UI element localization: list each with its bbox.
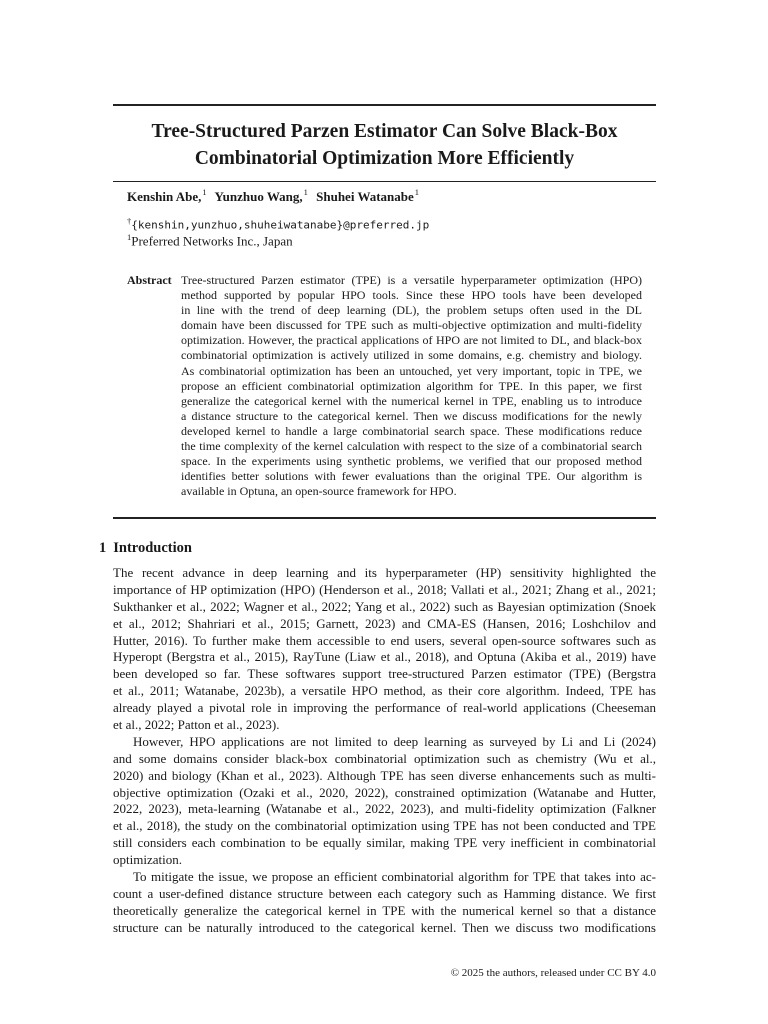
- body-line: objective optimization (Ozaki et al., 2020, 2022), constrained optimization (Watanabe and Hutter,: [113, 784, 656, 800]
- abstract-line: space. In the experiments using synthetic problems, we verified that our proposed method: [181, 454, 642, 469]
- affiliation-mark: 1: [303, 187, 308, 197]
- abstract-text: [181, 273, 642, 499]
- title-line: Tree-Structured Parzen Estimator Can Solve Black-Box: [151, 121, 618, 142]
- abstract-line: generalize the categorical kernel with the numerical kernel in TPE, enabling us to introduce: [181, 393, 642, 408]
- author-name: Kenshin Abe,: [127, 189, 202, 205]
- body-line: The recent advance in deep learning and its hyperparameter (HP) sensitivity highlighted the: [113, 565, 656, 580]
- body-line: already played a pivotal role in improving the performance of real-world applications (Cheeseman: [113, 700, 656, 716]
- abstract-line: available in Optuna, an open-source framework for HPO.: [181, 484, 457, 499]
- abstract-line: the time complexity of the kernel calculation with respect to the size of a combinatorial search: [181, 439, 642, 454]
- body-line: However, HPO applications are not limited to deep learning as surveyed by Li and Li (2024): [133, 733, 656, 749]
- body-line: optimization.: [113, 852, 182, 868]
- title-rule: [113, 181, 656, 182]
- author-name: Yunzhuo Wang,: [214, 189, 303, 205]
- abstract-line: combinatorial optimization is actively utilized in some domains, e.g. chemistry and biology.: [181, 348, 642, 363]
- body-line: structure can be naturally introduced to the categorical kernel. Then we discuss two modifications: [113, 919, 656, 935]
- body-line: importance of HP optimization (HPO) (Henderson et al., 2018; Vallati et al., 2021; Zhang et al., 2021;: [113, 581, 656, 597]
- author: [316, 189, 419, 204]
- body-line: To mitigate the issue, we propose an efficient combinatorial algorithm for TPE that takes into ac-: [133, 869, 656, 885]
- top-rule: [113, 104, 656, 106]
- affiliation-mark: 1: [202, 187, 207, 197]
- body-line: Hutter, 2016). To further make them accessible to end users, several open-source softwares such as: [113, 632, 656, 648]
- abstract-rule: [113, 517, 656, 519]
- author-name: Shuhei Watanabe: [316, 189, 414, 205]
- author-affiliation: [127, 232, 293, 249]
- abstract-line: optimization. However, the practical applications of HPO are not limited to DL, and black-box: [181, 333, 642, 348]
- abstract-line: Tree-structured Parzen estimator (TPE) is a versatile hyperparameter optimization (HPO): [181, 273, 642, 287]
- body-line: et al., 2011; Watanabe, 2023b), a versatile HPO method, as their core algorithm. Indeed, TPE has: [113, 683, 656, 699]
- author: [127, 189, 207, 204]
- affiliation-number: 1: [127, 232, 132, 242]
- abstract-line: developed kernel to handle a large combinatorial search space. These modifications reduce: [181, 423, 642, 438]
- section-title: Introduction: [113, 540, 192, 556]
- body-line: still considers each combination to be equally similar, making TPE very inefficient in combinatorial: [113, 835, 656, 851]
- body-line: 2022, 2023), meta-learning (Watanabe et al., 2022, 2023), and multi-fidelity optimization (Falkner: [113, 801, 656, 817]
- body-line: et al., 2018), the study on the combinatorial optimization using TPE has not been conducted and TPE: [113, 818, 656, 834]
- abstract-line: domain have been discussed for TPE such as multi-objective optimization and multi-fidelity: [181, 318, 642, 333]
- abstract-line: method supported by popular HPO tools. Since these HPO tools have been developed: [181, 288, 642, 303]
- body-line: et al., 2022; Patton et al., 2023).: [113, 717, 280, 733]
- author: [214, 189, 307, 204]
- title-line: Combinatorial Optimization More Efficiently: [194, 148, 575, 169]
- body-line: theoretically generalize the categorical kernel in TPE with the numerical kernel so that a distance: [113, 902, 656, 918]
- abstract-line: identifies better solutions with fewer evaluations than the original TPE. Our algorithm is: [181, 469, 642, 484]
- abstract-label: Abstract: [127, 273, 172, 287]
- section-heading: [99, 540, 192, 557]
- abstract-line: in line with the trend of deep learning (DL), the problem setups often used in the DL: [181, 303, 642, 318]
- email-address[interactable]: {kenshin,yunzhuo,shuheiwatanabe}@preferred.jp: [131, 218, 430, 232]
- affiliation-mark: 1: [414, 187, 420, 197]
- author-list: [127, 188, 424, 205]
- body-line: Hyperopt (Bergstra et al., 2015), RayTune (Liaw et al., 2018), and Optuna (Akiba et al., 2019) have: [113, 649, 656, 665]
- body-line: Sukthanker et al., 2022; Wagner et al., 2022; Yang et al., 2022) such as Bayesian optimization (Snoek: [113, 598, 656, 614]
- introduction-text: [113, 565, 656, 937]
- license-footer: © 2025 the authors, released under CC BY 4.0: [450, 967, 656, 979]
- paper-title: [113, 118, 656, 172]
- email-mark: †: [127, 216, 132, 226]
- abstract-line: propose an efficient combinatorial optimization algorithm for TPE. In this paper, we first: [181, 378, 642, 393]
- abstract-line: a distance structure to the categorical kernel. Then we discuss modifications for the newly: [181, 408, 642, 423]
- author-email: [127, 216, 429, 232]
- body-line: 2020) and biology (Khan et al., 2023). Although TPE has seen diverse enhancements such as multi-: [113, 767, 656, 783]
- body-line: and some domains consider black-box combinatorial optimization such as chemistry (Wu et al.,: [113, 750, 656, 766]
- body-line: count a user-defined distance structure between each category such as Hamming distance. We first: [113, 885, 656, 901]
- body-line: et al., 2012; Shahriari et al., 2015; Garnett, 2023) and CMA-ES (Hansen, 2016; Loshchilov and: [113, 615, 656, 631]
- body-line: been developed so far. These softwares support tree-structured Parzen estimator (TPE) (Bergstra: [113, 666, 656, 682]
- affiliation-text: Preferred Networks Inc., Japan: [131, 233, 293, 249]
- abstract-line: As combinatorial optimization has been an untouched, yet very important, topic in TPE, we: [181, 363, 642, 378]
- section-number: 1: [99, 540, 107, 556]
